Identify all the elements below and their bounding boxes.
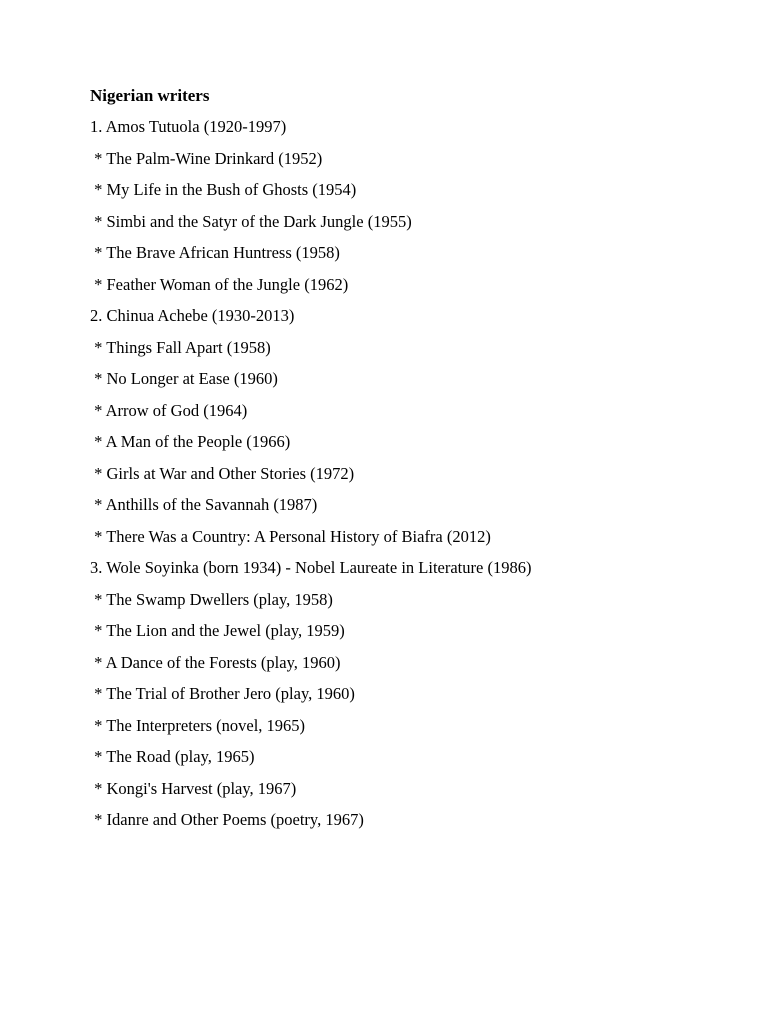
book-entry: * The Palm-Wine Drinkard (1952) [90, 148, 323, 168]
book-entry: * My Life in the Bush of Ghosts (1954) [90, 180, 357, 199]
book-entry: * There Was a Country: A Personal History of Biafra (2012) [90, 526, 491, 546]
book-entry: * Arrow of God (1964) [90, 400, 248, 420]
book-entry: * Anthills of the Savannah (1987) [90, 495, 318, 514]
book-entry: * A Man of the People (1966) [90, 432, 291, 451]
author-entry-achebe: 2. Chinua Achebe (1930-2013) [90, 306, 295, 325]
book-entry: * The Road (play, 1965) [90, 747, 255, 766]
document-title: Nigerian writers [90, 86, 210, 105]
book-entry: * The Trial of Brother Jero (play, 1960) [90, 684, 355, 703]
book-entry: * Girls at War and Other Stories (1972) [90, 463, 355, 483]
book-entry: * The Swamp Dwellers (play, 1958) [90, 589, 333, 609]
book-entry: * Kongi's Harvest (play, 1967) [90, 778, 297, 798]
book-entry: * The Lion and the Jewel (play, 1959) [90, 621, 345, 640]
document-page [90, 82, 730, 838]
book-entry: * The Brave African Huntress (1958) [90, 243, 340, 262]
book-entry: * The Interpreters (novel, 1965) [90, 715, 306, 735]
book-entry: * Idanre and Other Poems (poetry, 1967) [90, 810, 364, 829]
book-entry: * Simbi and the Satyr of the Dark Jungle (1955) [90, 211, 412, 231]
author-entry-tutuola: 1. Amos Tutuola (1920-1997) [90, 117, 287, 136]
book-entry: * A Dance of the Forests (play, 1960) [90, 652, 341, 672]
book-entry: * Things Fall Apart (1958) [90, 337, 271, 357]
book-entry: * Feather Woman of the Jungle (1962) [90, 274, 349, 294]
book-entry: * No Longer at Ease (1960) [90, 369, 278, 388]
author-entry-soyinka: 3. Wole Soyinka (born 1934) - Nobel Laureate in Literature (1986) [90, 558, 532, 577]
